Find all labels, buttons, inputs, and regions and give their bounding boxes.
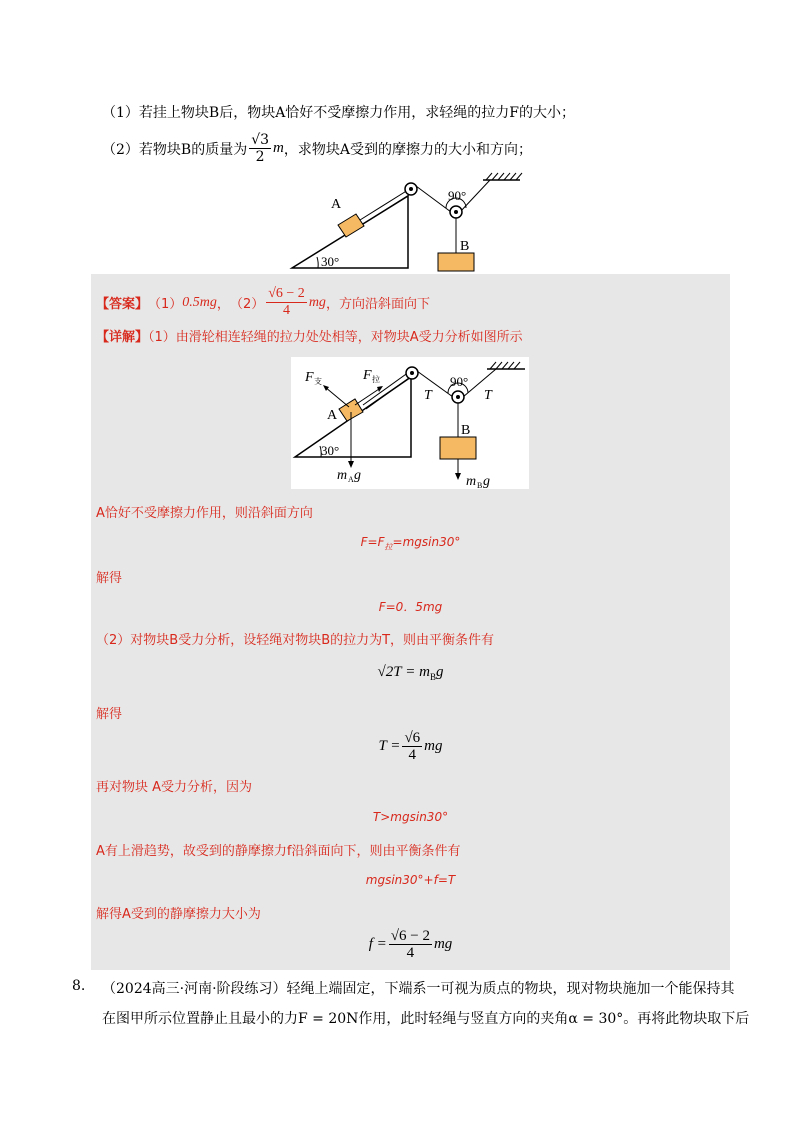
- fraction-denominator: 4: [408, 747, 417, 763]
- answer-p2-var: mg: [308, 294, 326, 310]
- pull-force-label: F: [363, 368, 372, 383]
- label-a-force: A: [327, 408, 338, 423]
- detail-trend: A有上滑趋势，故受到的静摩擦力f沿斜面向下，则由平衡条件有: [96, 844, 461, 859]
- detail-tag: 【详解】: [96, 330, 149, 345]
- question-part2-prefix: （2）若物块B的质量为: [102, 141, 248, 158]
- equation-3: [91, 730, 730, 763]
- eq1-subscript: 拉: [384, 542, 393, 552]
- answer-p1-value: 0.5mg: [182, 294, 217, 310]
- incline-angle-label-force: 30°: [321, 443, 340, 458]
- next-question-line2: 在图甲所示位置静止且最小的力F = 20N作用，此时轻绳与竖直方向的夹角α = 30°。再将此物块取下后: [102, 1011, 750, 1027]
- pull-force-subscript: 拉: [372, 375, 380, 384]
- eq1-rest: =mgsin30°: [392, 535, 461, 549]
- weight-a-subscript: A: [348, 475, 354, 484]
- answer-p2-fraction: [266, 286, 307, 319]
- pulley-angle-label-force: 90°: [450, 374, 469, 389]
- next-question-line1: （2024高三·河南·阶段练习）轻绳上端固定，下端系一可视为质点的物块，现对物块施加一个能保持其: [102, 981, 735, 997]
- answer-sep: ，: [216, 297, 230, 312]
- fraction-numerator: √6: [404, 730, 421, 746]
- question-part2: [102, 132, 532, 165]
- label-b-force: B: [461, 423, 471, 438]
- pulley-angle-label: 90°: [448, 188, 467, 203]
- answer-line: [96, 286, 430, 319]
- eq5-fraction: [389, 928, 432, 961]
- solve-label-2: 解得: [96, 707, 123, 722]
- inequality: T>mgsin30°: [372, 810, 449, 824]
- eq3-fraction: [402, 730, 422, 763]
- eq3-var: mg: [424, 738, 443, 754]
- next-question-number: 8.: [72, 978, 86, 994]
- force-analysis-diagram: [291, 357, 529, 489]
- normal-force-subscript: 支: [314, 377, 322, 386]
- eq5-left: f =: [368, 936, 387, 952]
- question-part1: （1）若挂上物块B后，物块A恰好不受摩擦力作用，求轻绳的拉力F的大小；: [102, 105, 576, 121]
- answer-p1-label: （1）: [148, 297, 183, 312]
- answer-tag: 【答案】: [96, 297, 149, 312]
- label-b: B: [460, 239, 470, 254]
- fraction-denominator: 4: [406, 945, 415, 961]
- incline-pulley-diagram: [288, 168, 524, 274]
- equation-5: [91, 928, 730, 961]
- incline-angle-label: 30°: [321, 254, 340, 269]
- eq5-var: mg: [433, 936, 453, 952]
- answer-p2-direction: ，方向沿斜面向下: [325, 297, 430, 312]
- label-a: A: [331, 197, 342, 212]
- weight-a-g: g: [354, 468, 361, 483]
- detail-part2-intro: （2）对物块B受力分析，设轻绳对物块B的拉力为T，则由平衡条件有: [96, 633, 495, 648]
- equation-1: [91, 535, 730, 552]
- result-1: F=0．5mg: [378, 600, 443, 614]
- weight-b-subscript: B: [477, 481, 483, 489]
- eq2-left: √2T: [377, 664, 402, 680]
- eq2-right: = m: [405, 664, 431, 680]
- solve-label-1: 解得: [96, 571, 123, 586]
- solve-label-3: 解得A受到的静摩擦力大小为: [96, 907, 261, 922]
- question-part2-fraction: [249, 132, 271, 165]
- eq3-left: T =: [378, 738, 401, 754]
- tension-left-label: T: [424, 388, 432, 403]
- normal-force-label: F: [305, 370, 314, 385]
- eq2-g: g: [436, 664, 444, 680]
- question-part2-var: m: [273, 140, 284, 156]
- fraction-denominator: 2: [255, 149, 265, 165]
- tension-right-label: T: [484, 388, 492, 403]
- block-a: [338, 214, 364, 237]
- detail-intro: （1）由滑轮相连轻绳的拉力处处相等，对物块A受力分析如图所示: [148, 330, 523, 345]
- detail-line-a: A恰好不受摩擦力作用，则沿斜面方向: [96, 506, 313, 521]
- fraction-numerator: √6 − 2: [268, 286, 305, 301]
- weight-b-g: g: [483, 474, 490, 489]
- block-b: [438, 253, 474, 271]
- eq1-main: F=F: [360, 535, 385, 549]
- equation-2: [91, 664, 730, 682]
- detail-intro-line: [96, 326, 523, 345]
- weight-a-label: m: [337, 468, 348, 483]
- eq2-subscript: B: [430, 672, 437, 682]
- question-part2-suffix: ，求物块A受到的摩擦力的大小和方向；: [283, 141, 532, 158]
- fraction-denominator: 4: [283, 303, 291, 318]
- block-b-force: [440, 437, 476, 459]
- weight-b-label: m: [466, 474, 477, 489]
- answer-p2-label: （2）: [229, 297, 265, 312]
- fraction-numerator: √3: [251, 132, 270, 148]
- detail-again: 再对物块 A受力分析，因为: [96, 780, 253, 795]
- equation-4: mgsin30°+f=T: [365, 873, 456, 887]
- fraction-numerator: √6 − 2: [390, 928, 430, 944]
